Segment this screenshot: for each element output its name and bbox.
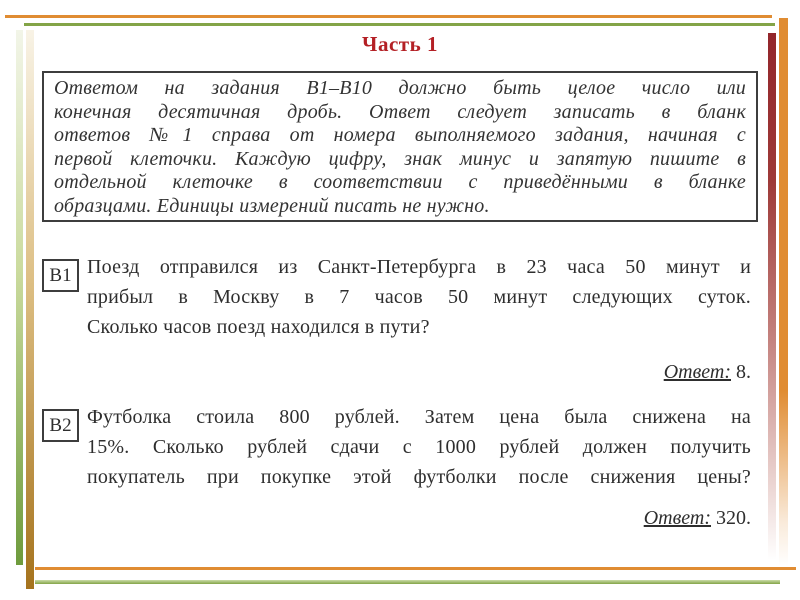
task-b2-text-line: покупатель при покупке этой футболки после снижения цены? xyxy=(87,466,751,488)
left-tan-bar xyxy=(26,30,34,589)
task-b2-answer-value: 320. xyxy=(711,507,751,529)
task-b2-answer-label: Ответ: xyxy=(643,507,711,529)
instructions-box xyxy=(42,71,758,222)
top-green-line xyxy=(24,23,775,26)
instructions-line: первой клеточки. Каждую цифру, знак минус и запятую пишите в xyxy=(54,147,746,170)
task-b1-label: В1 xyxy=(49,265,72,286)
task-b1-text-line: Поезд отправился из Санкт-Петербурга в 23 часа 50 минут и xyxy=(87,256,751,278)
right-orange-bar xyxy=(779,18,788,566)
task-b1-answer xyxy=(87,361,751,384)
task-b2-text-line: Футболка стоила 800 рублей. Затем цена была снижена на xyxy=(87,406,751,428)
task-b1-text-line: прибыл в Москву в 7 часов 50 минут следующих суток. xyxy=(87,286,751,308)
task-b2-label-box xyxy=(42,409,79,442)
task-b1-text xyxy=(87,252,751,342)
instructions-line: образцами. Единицы измерений писать не нужно. xyxy=(54,194,490,217)
bottom-green-line xyxy=(35,580,780,584)
task-b2-answer xyxy=(87,507,751,530)
task-b2-text-line: 15%. Сколько рублей сдачи с 1000 рублей должен получить xyxy=(87,436,751,458)
left-green-bar xyxy=(16,30,23,565)
page-title: Часть 1 xyxy=(362,32,438,56)
task-b2-label: В2 xyxy=(49,415,72,436)
instructions-line: конечная десятичная дробь. Ответ следует записать в бланк xyxy=(54,100,746,123)
task-b1-answer-value: 8. xyxy=(731,361,751,383)
instructions-line: Ответом на задания В1–В10 должно быть целое число или xyxy=(54,77,746,99)
right-darkred-bar xyxy=(768,33,776,560)
instructions-line: отдельной клеточке в соответствии с приведёнными в бланке xyxy=(54,171,746,193)
task-b2-text xyxy=(87,402,751,492)
top-orange-line xyxy=(5,15,772,18)
task-b1-answer-label: Ответ: xyxy=(663,361,731,383)
task-b1-label-box xyxy=(42,259,79,292)
instructions-line: ответов №1 справа от номера выполняемого задания, начиная с xyxy=(54,124,746,146)
bottom-orange-line xyxy=(35,567,796,570)
task-b1-text-line: Сколько часов поезд находился в пути? xyxy=(87,316,430,338)
